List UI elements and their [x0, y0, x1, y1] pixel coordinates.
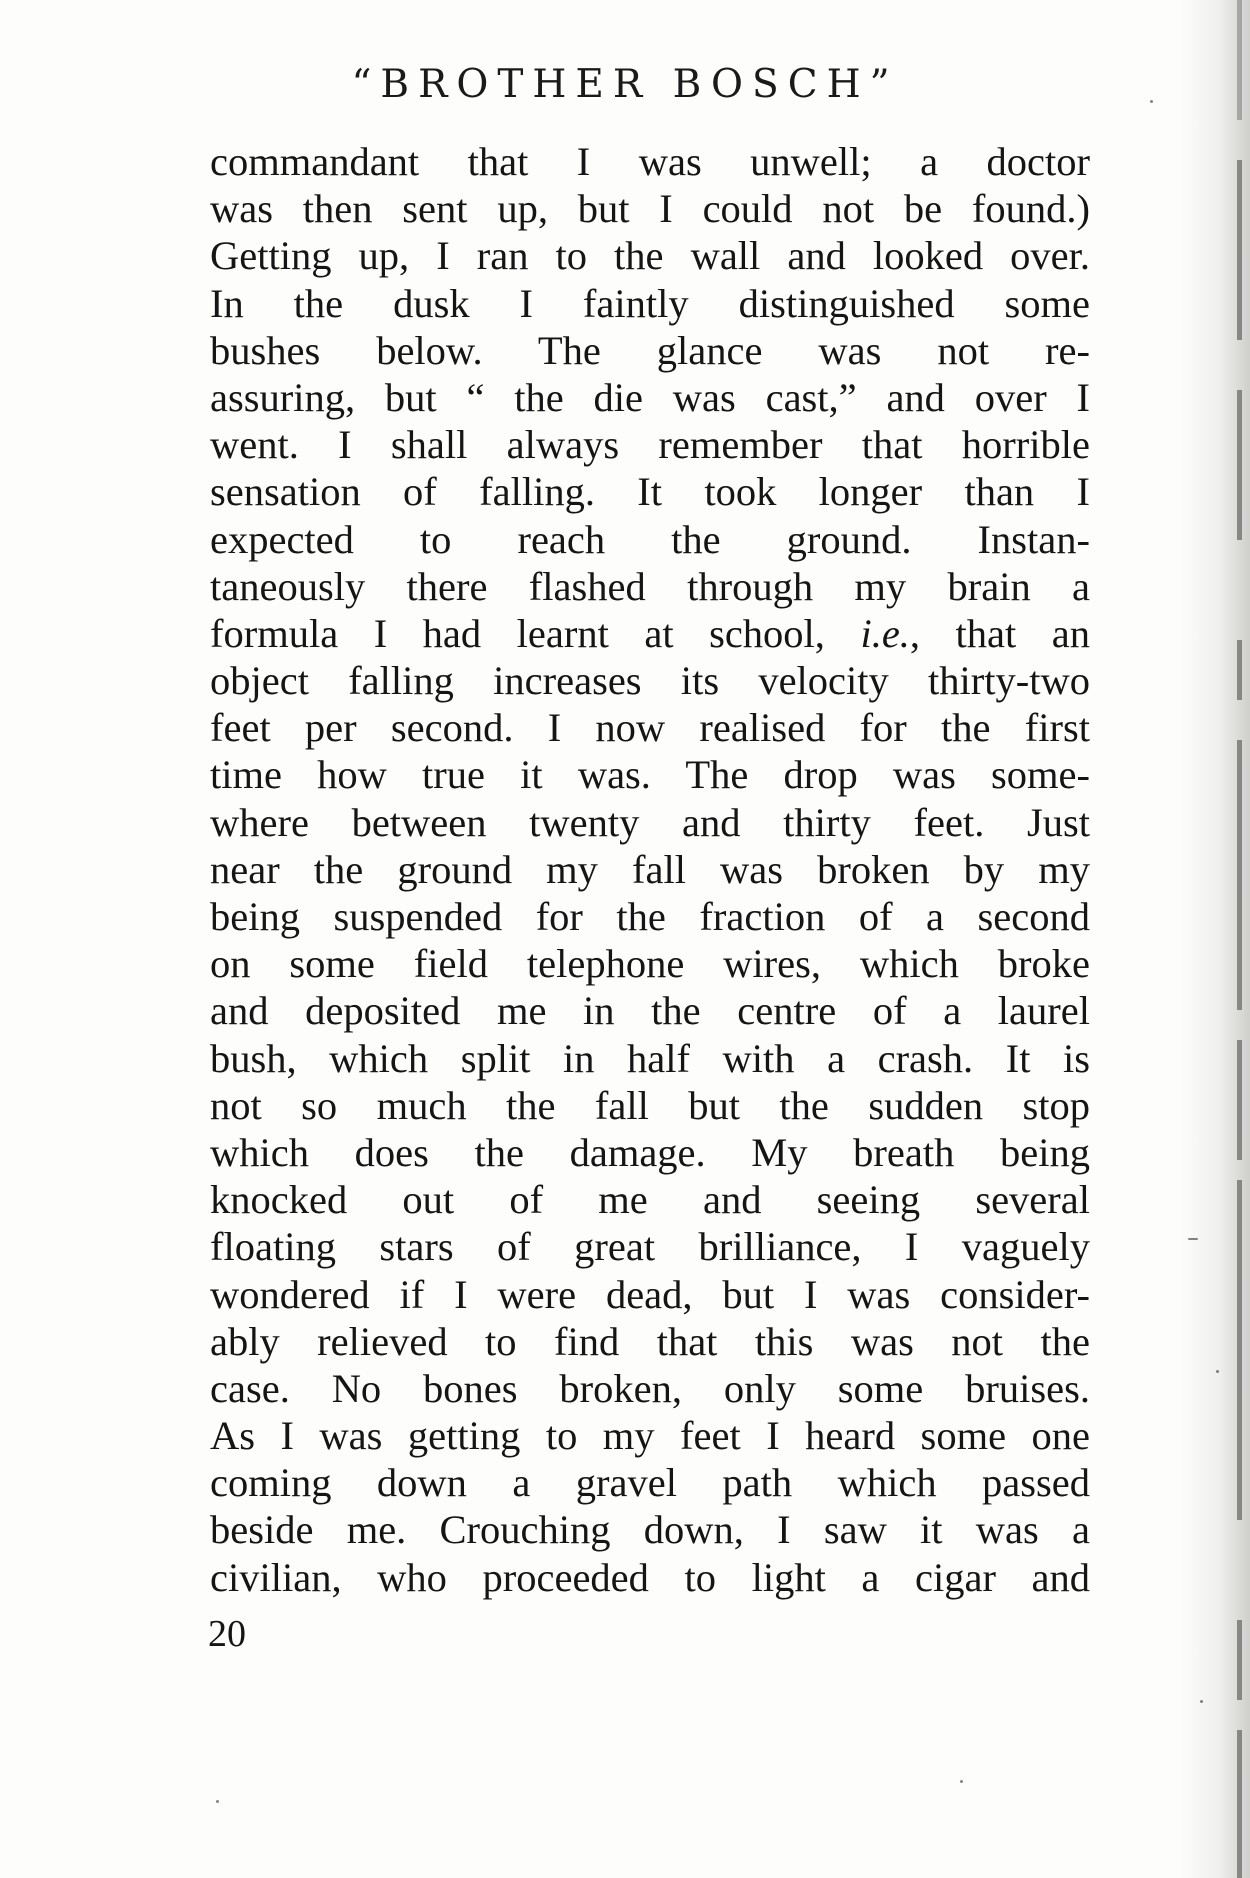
gutter-edge-mark [1237, 1620, 1242, 1700]
text-line: went. I shall always remember that horrible [210, 422, 1090, 468]
gutter-edge-mark [1237, 160, 1242, 340]
text-line: case. No bones broken, only some bruises. [210, 1365, 1090, 1411]
running-head: “BROTHER BOSCH” [351, 62, 899, 107]
text-line: commandant that I was unwell; a doctor [210, 139, 1090, 184]
gutter-edge-mark [1237, 740, 1242, 1010]
gutter-edge-mark [1237, 390, 1242, 540]
gutter-edge-mark [1237, 1730, 1242, 1878]
paper-speck [960, 1780, 963, 1783]
text-line: assuring, but “ the die was cast,” and over I [210, 374, 1090, 420]
text-line: formula I had learnt at school, i.e., that an [210, 610, 1090, 656]
text-line: sensation of falling. It took longer than I [210, 469, 1090, 515]
paper-speck [1216, 1370, 1219, 1373]
text-line: expected to reach the ground. Instan- [210, 516, 1090, 562]
text-line: bush, which split in half with a crash. It is [210, 1035, 1090, 1081]
text-line: feet per second. I now realised for the first [210, 705, 1090, 751]
text-line: which does the damage. My breath being [210, 1129, 1090, 1175]
gutter-edge-mark [1237, 640, 1242, 700]
text-line: ably relieved to find that this was not the [210, 1318, 1090, 1364]
text-line: object falling increases its velocity thirty-two [210, 658, 1090, 704]
text-line: being suspended for the fraction of a second [210, 894, 1090, 939]
text-line: beside me. Crouching down, I saw it was a [210, 1507, 1090, 1553]
text-line: In the dusk I faintly distinguished some [210, 280, 1090, 326]
text-line: Getting up, I ran to the wall and looked over. [210, 233, 1090, 279]
text-line: time how true it was. The drop was some- [210, 752, 1090, 798]
text-line: near the ground my fall was broken by my [210, 846, 1090, 892]
paper-speck [216, 1800, 219, 1803]
text-line: on some field telephone wires, which broke [210, 941, 1090, 987]
text-line: where between twenty and thirty feet. Just [210, 799, 1090, 845]
text-line: As I was getting to my feet I heard some one [210, 1413, 1090, 1459]
text-line: taneously there flashed through my brain a [210, 563, 1090, 609]
paper-speck [1200, 1700, 1203, 1703]
text-line: civilian, who proceeded to light a cigar and [210, 1554, 1090, 1600]
body-text [210, 138, 1090, 1601]
text-line: and deposited me in the centre of a laurel [210, 988, 1090, 1034]
text-line: coming down a gravel path which passed [210, 1460, 1090, 1506]
page-number: 20 [208, 1613, 246, 1655]
text-line: knocked out of me and seeing several [210, 1177, 1090, 1223]
text-line: was then sent up, but I could not be found.) [210, 186, 1090, 232]
text-line: wondered if I were dead, but I was consider- [210, 1271, 1090, 1317]
text-line: not so much the fall but the sudden stop [210, 1082, 1090, 1128]
gutter-edge-mark [1237, 1040, 1242, 1160]
text-line: bushes below. The glance was not re- [210, 327, 1090, 373]
text-line: floating stars of great brilliance, I vaguely [210, 1224, 1090, 1270]
paper-speck [1188, 1238, 1198, 1240]
gutter-edge-mark [1237, 1180, 1242, 1520]
